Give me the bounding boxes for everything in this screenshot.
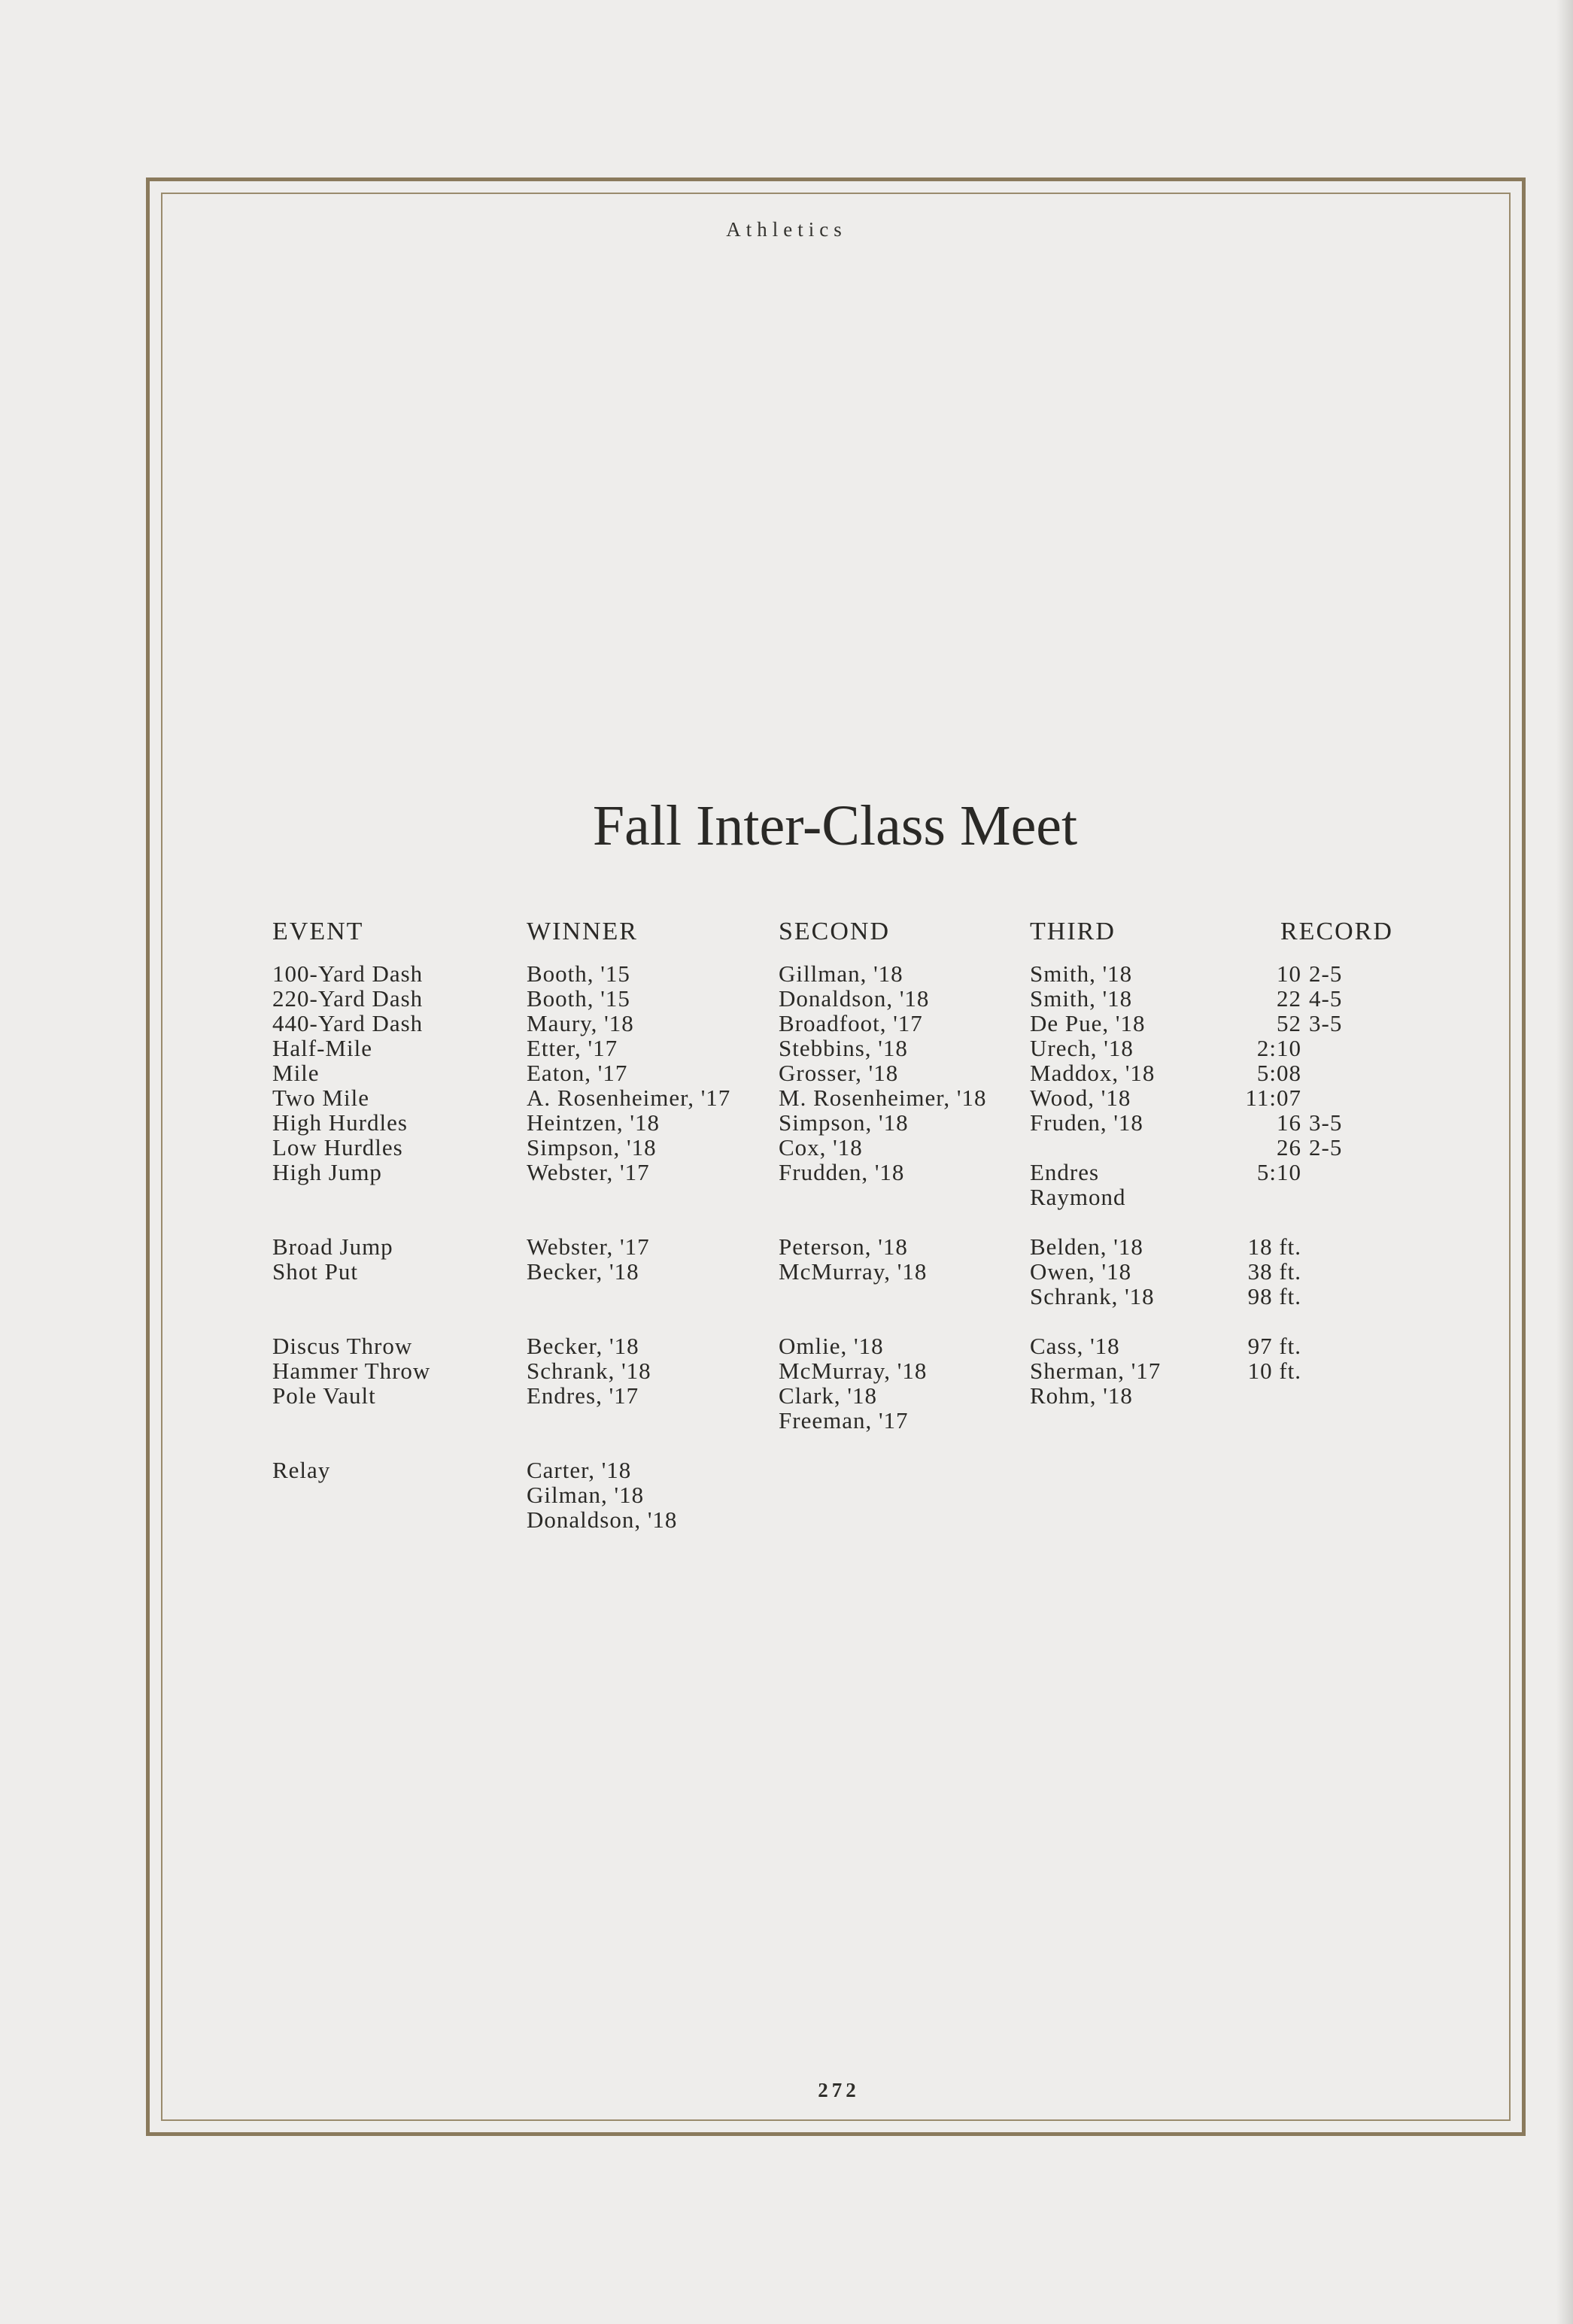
table-row	[272, 1185, 1446, 1209]
record-cell	[1243, 1060, 1356, 1085]
record-cell	[1243, 1383, 1356, 1408]
table-row	[272, 961, 1446, 986]
record-value: 5:08	[1256, 1060, 1301, 1086]
second-cell: Donaldson, '18	[779, 985, 930, 1012]
record-cell	[1243, 1185, 1356, 1209]
record-cell	[1243, 1458, 1356, 1482]
page-edge-shadow	[1556, 0, 1573, 2324]
second-cell: Omlie, '18	[779, 1333, 884, 1359]
winner-cell: Etter, '17	[527, 1035, 618, 1061]
record-cell	[1243, 1234, 1356, 1259]
table-row	[272, 1085, 1446, 1110]
third-cell: Urech, '18	[1030, 1035, 1134, 1061]
third-cell: Smith, '18	[1030, 985, 1133, 1012]
table-row	[272, 1383, 1446, 1408]
winner-cell: Booth, '15	[527, 960, 630, 987]
event-cell: High Jump	[272, 1159, 382, 1185]
third-cell: Cass, '18	[1030, 1333, 1120, 1359]
record-cell	[1243, 1284, 1356, 1309]
record-fraction: 4-5	[1309, 985, 1343, 1012]
second-cell: Frudden, '18	[779, 1159, 905, 1185]
second-cell: Peterson, '18	[779, 1233, 908, 1260]
header-second: SECOND	[779, 918, 891, 945]
second-cell: Gillman, '18	[779, 960, 903, 987]
header-winner: WINNER	[527, 918, 638, 945]
event-cell: Mile	[272, 1060, 320, 1086]
second-cell: Cox, '18	[779, 1134, 863, 1160]
record-cell	[1243, 1507, 1356, 1532]
winner-cell: Donaldson, '18	[527, 1506, 678, 1533]
record-value: 26	[1277, 1134, 1301, 1160]
third-cell: Wood, '18	[1030, 1085, 1131, 1111]
second-cell: Clark, '18	[779, 1382, 877, 1409]
second-cell: Grosser, '18	[779, 1060, 899, 1086]
table-header-row	[272, 912, 1446, 961]
event-cell: Shot Put	[272, 1258, 358, 1285]
winner-cell: Simpson, '18	[527, 1134, 657, 1160]
table-row	[272, 1333, 1446, 1358]
event-cell: Pole Vault	[272, 1382, 376, 1409]
record-cell	[1243, 1358, 1356, 1383]
record-value: 5:10	[1256, 1159, 1301, 1185]
winner-cell: Maury, '18	[527, 1010, 634, 1036]
third-cell: Maddox, '18	[1030, 1060, 1155, 1086]
table-row	[272, 1160, 1446, 1185]
winner-cell: Heintzen, '18	[527, 1109, 660, 1136]
winner-cell: Becker, '18	[527, 1258, 639, 1285]
table-row	[272, 1110, 1446, 1135]
event-cell: Discus Throw	[272, 1333, 413, 1359]
record-value: 10	[1277, 960, 1301, 987]
winner-cell: A. Rosenheimer, '17	[527, 1085, 731, 1111]
running-head: Athletics	[726, 218, 847, 241]
winner-cell: Endres, '17	[527, 1382, 639, 1409]
record-cell	[1243, 1482, 1356, 1507]
third-cell: Fruden, '18	[1030, 1109, 1143, 1136]
second-cell: Broadfoot, '17	[779, 1010, 923, 1036]
winner-cell: Carter, '18	[527, 1457, 632, 1483]
table-row	[272, 986, 1446, 1011]
table-row	[272, 1408, 1446, 1433]
record-cell	[1243, 986, 1356, 1011]
event-cell: Hammer Throw	[272, 1358, 431, 1384]
third-cell: Sherman, '17	[1030, 1358, 1162, 1384]
event-cell: Half-Mile	[272, 1035, 372, 1061]
header-event: EVENT	[272, 918, 364, 945]
record-cell	[1243, 1036, 1356, 1060]
record-cell	[1243, 1110, 1356, 1135]
record-fraction: 3-5	[1309, 1109, 1343, 1136]
second-cell: McMurray, '18	[779, 1358, 928, 1384]
table-row	[272, 1060, 1446, 1085]
winner-cell: Eaton, '17	[527, 1060, 628, 1086]
row-spacer	[272, 1209, 1446, 1234]
page-number: 272	[818, 2079, 860, 2101]
third-cell: De Pue, '18	[1030, 1010, 1146, 1036]
record-value: 16	[1277, 1109, 1301, 1136]
winner-cell: Booth, '15	[527, 985, 630, 1012]
third-cell: Smith, '18	[1030, 960, 1133, 987]
second-cell: Simpson, '18	[779, 1109, 909, 1136]
event-cell: Relay	[272, 1457, 331, 1483]
record-cell	[1243, 1085, 1356, 1110]
record-cell	[1243, 1408, 1356, 1433]
record-cell	[1243, 1160, 1356, 1185]
third-cell: Schrank, '18	[1030, 1283, 1155, 1309]
winner-cell: Becker, '18	[527, 1333, 639, 1359]
record-value: 11:07	[1245, 1085, 1301, 1111]
record-fraction: 2-5	[1309, 1134, 1343, 1160]
table-row	[272, 1259, 1446, 1284]
record-value: 52	[1277, 1010, 1301, 1036]
winner-cell: Gilman, '18	[527, 1482, 645, 1508]
record-value: 98 ft.	[1247, 1283, 1301, 1309]
record-value: 2:10	[1256, 1035, 1301, 1061]
record-cell	[1243, 1011, 1356, 1036]
third-cell: Endres	[1030, 1159, 1100, 1185]
event-cell: Broad Jump	[272, 1233, 393, 1260]
row-spacer	[272, 1309, 1446, 1333]
table-row	[272, 1482, 1446, 1507]
winner-cell: Schrank, '18	[527, 1358, 651, 1384]
event-cell: High Hurdles	[272, 1109, 408, 1136]
record-fraction: 2-5	[1309, 960, 1343, 987]
record-cell	[1243, 1259, 1356, 1284]
header-third: THIRD	[1030, 918, 1116, 945]
second-cell: Freeman, '17	[779, 1407, 909, 1434]
record-value: 18 ft.	[1247, 1233, 1301, 1260]
record-fraction: 3-5	[1309, 1010, 1343, 1036]
third-cell: Belden, '18	[1030, 1233, 1143, 1260]
table-row	[272, 1234, 1446, 1259]
event-cell: Two Mile	[272, 1085, 369, 1111]
table-row	[272, 1458, 1446, 1482]
table-body	[272, 961, 1446, 1532]
third-cell: Owen, '18	[1030, 1258, 1132, 1285]
table-row	[272, 1507, 1446, 1532]
row-spacer	[272, 1433, 1446, 1458]
record-value: 38 ft.	[1247, 1258, 1301, 1285]
table-row	[272, 1135, 1446, 1160]
record-cell	[1243, 961, 1356, 986]
event-cell: Low Hurdles	[272, 1134, 403, 1160]
second-cell: M. Rosenheimer, '18	[779, 1085, 987, 1111]
record-cell	[1243, 1333, 1356, 1358]
results-table	[272, 912, 1446, 1532]
second-cell: McMurray, '18	[779, 1258, 928, 1285]
table-row	[272, 1036, 1446, 1060]
table-row	[272, 1358, 1446, 1383]
event-cell: 100-Yard Dash	[272, 960, 424, 987]
record-cell	[1243, 1135, 1356, 1160]
record-value: 97 ft.	[1247, 1333, 1301, 1359]
record-value: 22	[1277, 985, 1301, 1012]
table-row	[272, 1284, 1446, 1309]
second-cell: Stebbins, '18	[779, 1035, 908, 1061]
table-row	[272, 1011, 1446, 1036]
third-cell: Rohm, '18	[1030, 1382, 1133, 1409]
third-cell: Raymond	[1030, 1184, 1126, 1210]
event-cell: 220-Yard Dash	[272, 985, 424, 1012]
header-record: RECORD	[1280, 918, 1393, 945]
winner-cell: Webster, '17	[527, 1159, 650, 1185]
page-title: Fall Inter-Class Meet	[592, 794, 1078, 857]
record-value: 10 ft.	[1247, 1358, 1301, 1384]
event-cell: 440-Yard Dash	[272, 1010, 424, 1036]
winner-cell: Webster, '17	[527, 1233, 650, 1260]
